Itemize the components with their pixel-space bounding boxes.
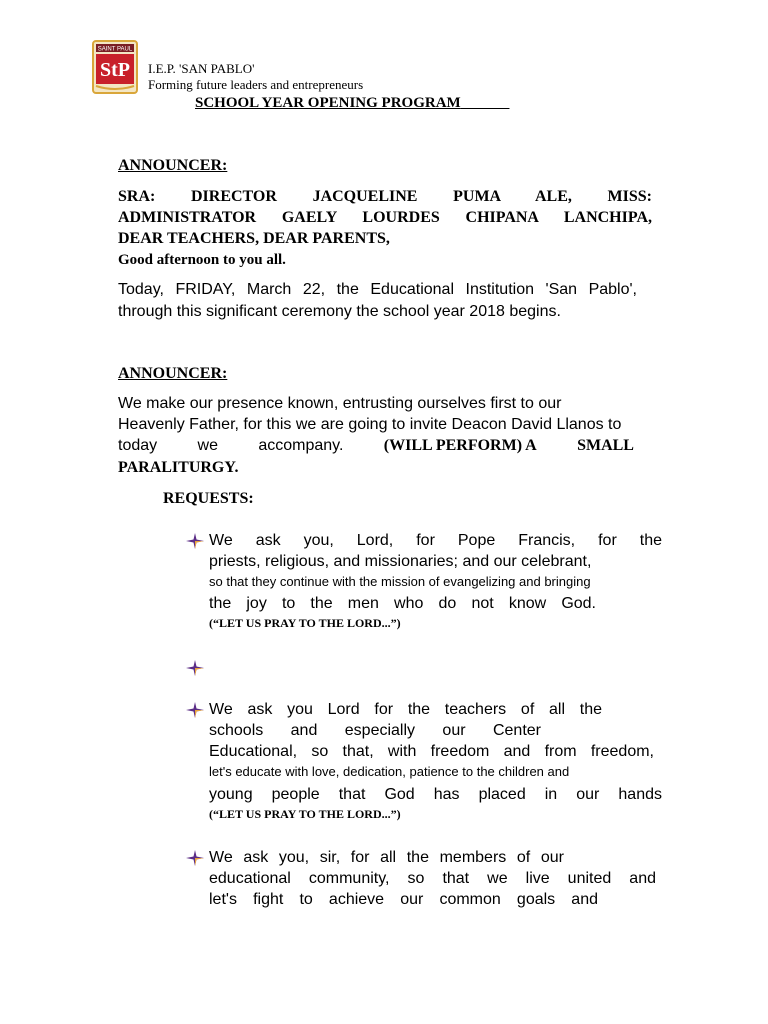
presence-line-2: Heavenly Father, for this we are going to invite Deacon David Llanos to bbox=[118, 416, 622, 433]
will-perform: (WILL PERFORM) A bbox=[383, 437, 537, 454]
presence-line-3 bbox=[118, 437, 634, 455]
today-line-2: through this significant ceremony the school year 2018 begins. bbox=[118, 303, 561, 320]
greeting-line-1: SRA: DIRECTOR JACQUELINE PUMA ALE, MISS: bbox=[118, 188, 652, 205]
request3-line3: Educational, so that, with freedom and from freedom, bbox=[209, 743, 654, 760]
school-logo bbox=[92, 40, 138, 94]
request4-line2: educational community, so that we live united and bbox=[209, 870, 656, 887]
today-line-1: Today, FRIDAY, March 22, the Educational Institution 'San Pablo', bbox=[118, 281, 637, 298]
request1-line2: priests, religious, and missionaries; and our celebrant, bbox=[209, 553, 592, 570]
star-bullet-icon bbox=[186, 660, 204, 676]
star-bullet-icon bbox=[186, 533, 204, 549]
paraliturgy: PARALITURGY. bbox=[118, 459, 239, 476]
request1-line4: the joy to the men who do not know God. bbox=[209, 595, 596, 612]
good-afternoon: Good afternoon to you all. bbox=[118, 252, 286, 268]
logo-label: SAINT PAUL bbox=[97, 46, 133, 53]
request1-line3: so that they continue with the mission of evangelizing and bringing bbox=[209, 574, 591, 589]
word-small: SMALL bbox=[577, 437, 634, 454]
request3-line1: We ask you Lord for the teachers of all the bbox=[209, 701, 602, 718]
star-bullet-icon bbox=[186, 702, 204, 718]
logo-initials: StP bbox=[100, 59, 130, 81]
page-title: SCHOOL YEAR OPENING PROGRAM bbox=[195, 95, 461, 111]
request3-line2: schools and especially our Center bbox=[209, 722, 541, 739]
greeting-line-3: DEAR TEACHERS, DEAR PARENTS, bbox=[118, 230, 390, 247]
announcer-heading-1: ANNOUNCER: bbox=[118, 157, 228, 174]
requests-heading: REQUESTS: bbox=[163, 490, 254, 507]
presence-line-1: We make our presence known, entrusting ourselves first to our bbox=[118, 395, 562, 412]
request1-prayer: (“LET US PRAY TO THE LORD...”) bbox=[209, 616, 401, 630]
request4-line3: let's fight to achieve our common goals and bbox=[209, 891, 598, 908]
word-we: we bbox=[197, 437, 218, 454]
request3-line4: let's educate with love, dedication, patience to the children and bbox=[209, 764, 570, 779]
announcer-heading-2: ANNOUNCER: bbox=[118, 365, 228, 382]
school-motto: Forming future leaders and entrepreneurs bbox=[148, 77, 364, 92]
request3-line5: young people that God has placed in our hands bbox=[209, 786, 662, 803]
school-name: I.E.P. 'SAN PABLO' bbox=[148, 61, 255, 76]
request3-prayer: (“LET US PRAY TO THE LORD...”) bbox=[209, 807, 401, 821]
request4-line1: We ask you, sir, for all the members of our bbox=[209, 849, 564, 866]
word-accompany: accompany. bbox=[258, 437, 344, 454]
word-today: today bbox=[118, 437, 158, 454]
request1-line1: We ask you, Lord, for Pope Francis, for the bbox=[209, 532, 662, 549]
greeting-line-2: ADMINISTRATOR GAELY LOURDES CHIPANA LANCHIPA, bbox=[118, 209, 652, 226]
star-bullet-icon bbox=[186, 850, 204, 866]
